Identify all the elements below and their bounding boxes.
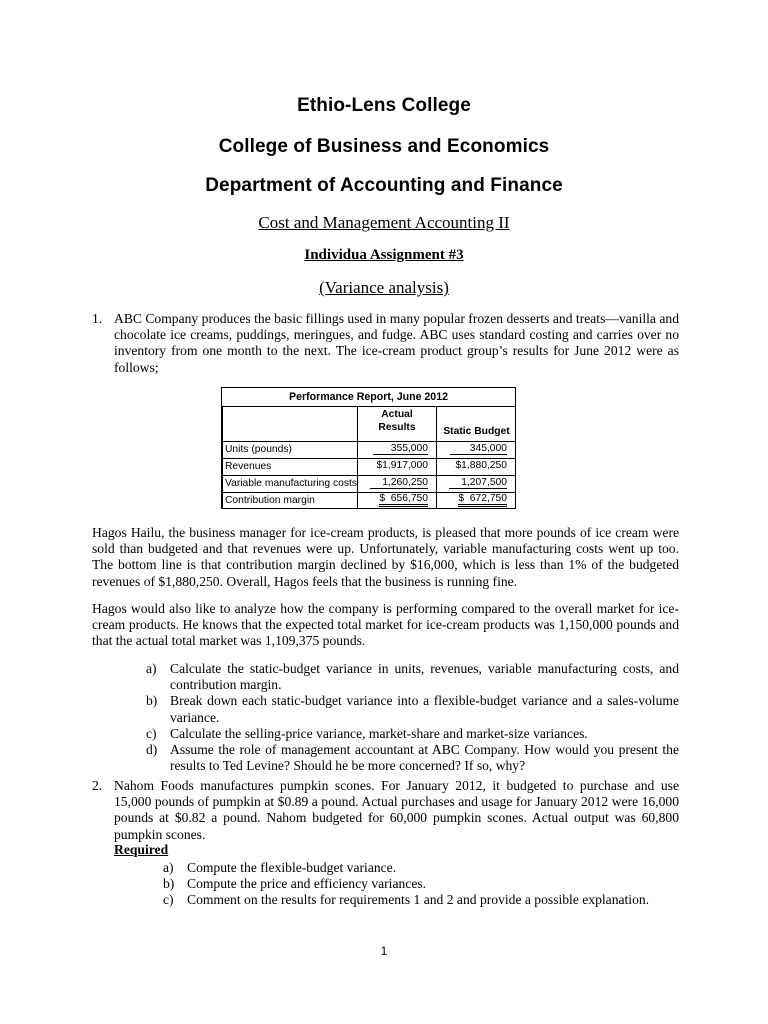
list-item: d) Assume the role of management accountant at ABC Company. How would you present the results to Ted Levine? Should he be more concerned? If so, why?: [146, 742, 679, 774]
row-label-variable-costs: Variable manufacturing costs: [225, 478, 358, 489]
question-2-requirements: [163, 860, 679, 909]
list-item: c) Comment on the results for requirements 1 and 2 and provide a possible explanation.: [163, 892, 650, 908]
row-label-contribution-margin: Contribution margin: [225, 495, 315, 506]
faculty-name: College of Business and Economics: [218, 136, 550, 157]
cell-actual-revenues: $1,917,000: [376, 460, 428, 471]
college-name: Ethio-Lens College: [297, 95, 471, 116]
cell-actual-variable-costs: 1,260,250: [370, 476, 428, 490]
question-1-paragraph-3: Hagos would also like to analyze how the company is performing compared to the overall market for ice-cream products. He knows that the expected total market for ice-cream products was 1,150,000 pounds and that the actual total market was 1,109,375 pounds.: [92, 601, 679, 649]
col-header-static: Static Budget: [443, 426, 510, 437]
assignment-title: Individua Assignment #3: [304, 247, 464, 263]
cell-static-variable-costs: 1,207,500: [449, 476, 507, 490]
list-item: b) Break down each static-budget variance into a flexible-budget variance and a sales-volume variance.: [146, 693, 679, 725]
question-2-number: 2.: [92, 778, 103, 793]
row-label-units: Units (pounds): [225, 444, 292, 455]
department-name: Department of Accounting and Finance: [205, 175, 563, 196]
question-2-intro: Nahom Foods manufactures pumpkin scones. For January 2012, it budgeted to purchase and use 15,000 pounds of pumpkin at $0.89 a pound. Actual purchases and usage for January 2012 were 16,000 pounds at $0.82 a pound. Nahom budgeted for 60,000 pumpkin scones. Actual output was 60,800 pumpkin scones.: [114, 778, 679, 842]
question-1-intro: ABC Company produces the basic fillings used in many popular frozen desserts and treats—vanilla and chocolate ice creams, puddings, meringues, and fudge. ABC uses standard costing and carries over no inventory from one month to the next. The ice-cream product group’s results for June 2012 were as follows;: [114, 311, 679, 375]
course-title: Cost and Management Accounting II: [258, 213, 510, 232]
question-1-requirements: [146, 661, 679, 774]
cell-actual-units: 355,000: [373, 442, 428, 456]
question-1-number: 1.: [92, 311, 103, 326]
list-item: b) Compute the price and efficiency variances.: [163, 876, 427, 892]
required-heading: Required: [114, 842, 169, 857]
list-item: c) Calculate the selling-price variance, market-share and market-size variances.: [146, 725, 588, 741]
list-item: a) Compute the flexible-budget variance.: [163, 860, 397, 875]
performance-report-table: [221, 387, 516, 509]
page-number: 1: [380, 944, 388, 958]
list-item: a) Calculate the static-budget variance in units, revenues, variable manufacturing costs, and contribution margin.: [146, 661, 679, 693]
col-header-actual: Actual Results: [378, 409, 416, 433]
cell-static-revenues: $1,880,250: [455, 460, 507, 471]
cell-static-units: 345,000: [450, 442, 507, 456]
row-label-revenues: Revenues: [225, 461, 272, 472]
topic-title: (Variance analysis): [319, 278, 449, 297]
question-1-paragraph-2: Hagos Hailu, the business manager for ice-cream products, is pleased that more pounds of ice cream were sold than budgeted and that revenues were up. Unfortunately, variable manufacturing costs went up too. The bottom line is that contribution margin declined by $16,000, which is less than 1% of the budgeted revenues of $1,880,250. Overall, Hagos feels that the business is running fine.: [92, 525, 679, 589]
cell-static-contribution-margin: $ 672,750: [458, 492, 507, 506]
cell-actual-contribution-margin: $ 656,750: [379, 492, 428, 506]
table-title: Performance Report, June 2012: [222, 388, 515, 407]
